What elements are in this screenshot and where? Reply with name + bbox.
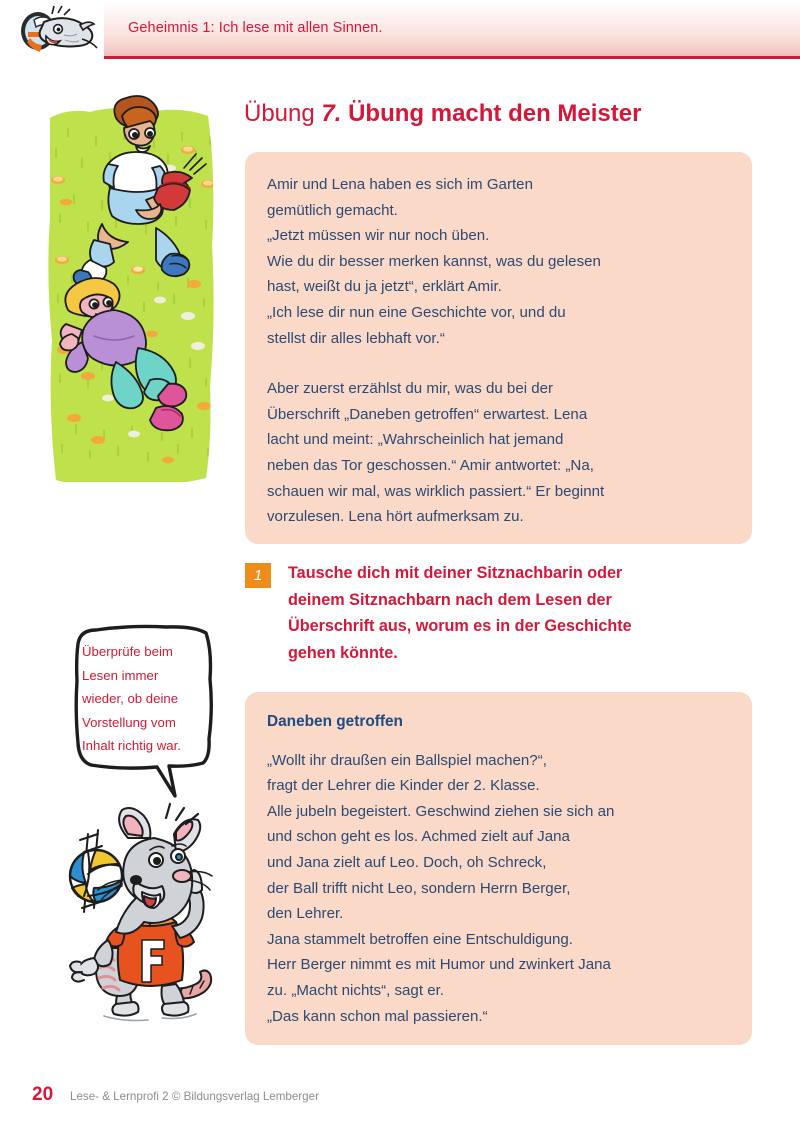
page-header xyxy=(0,0,800,62)
intro-line: vorzulesen. Lena hört aufmerksam zu. xyxy=(267,508,524,526)
copyright-credit: Lese- & Lernprofi 2 © Bildungsverlag Lemberger xyxy=(70,1090,319,1103)
intro-line: neben das Tor geschossen.“ Amir antwortet: „Na, xyxy=(267,456,594,474)
intro-paragraph-2 xyxy=(267,376,730,530)
story-textbox xyxy=(245,692,752,1045)
task-instruction-text xyxy=(288,560,755,666)
exercise-number: 7. xyxy=(321,100,342,127)
mouse-mascot-with-volleyball-illustration xyxy=(58,798,234,1026)
intro-line: Überschrift „Daneben getroffen“ erwartest. Lena xyxy=(267,405,588,423)
intro-line: „Ich lese dir nun eine Geschichte vor, und du xyxy=(267,303,566,321)
exercise-headline: Übung macht den Meister xyxy=(348,100,642,127)
tip-line: Lesen immer xyxy=(82,667,159,683)
tip-text xyxy=(82,640,206,758)
two-children-reading-in-meadow-illustration xyxy=(38,88,224,482)
story-body xyxy=(267,748,730,1030)
story-line: Alle jubeln begeistert. Geschwind ziehen sie sich an xyxy=(267,802,615,820)
intro-line: hast, weißt du ja jetzt“, erklärt Amir. xyxy=(267,278,502,296)
tip-line: wieder, ob deine xyxy=(82,691,179,706)
story-line: Jana stammelt betroffen eine Entschuldigung. xyxy=(267,930,573,948)
story-line: den Lehrer. xyxy=(267,905,344,923)
task-item-1 xyxy=(245,560,755,666)
tip-line: Überprüfe beim xyxy=(82,644,173,659)
story-line: zu. „Macht nichts“, sagt er. xyxy=(267,981,444,999)
tip-line: Inhalt richtig war. xyxy=(82,738,181,753)
story-line: „Das kann schon mal passieren.“ xyxy=(267,1007,488,1025)
intro-line: Wie du dir besser merken kannst, was du gelesen xyxy=(267,252,601,270)
intro-line: lacht und meint: „Wahrscheinlich hat jemand xyxy=(267,431,564,449)
task-line: deinem Sitznachbarn nach dem Lesen der xyxy=(288,590,612,609)
story-line: fragt der Lehrer die Kinder der 2. Klasse. xyxy=(267,777,540,795)
tip-speech-bubble xyxy=(66,624,218,799)
intro-paragraph-1 xyxy=(267,172,730,351)
story-line: der Ball trifft nicht Leo, sondern Herrn Berger, xyxy=(267,879,571,897)
intro-line: Aber zuerst erzählst du mir, was du bei der xyxy=(267,380,554,398)
intro-line: „Jetzt müssen wir nur noch üben. xyxy=(267,227,490,245)
story-heading: Daneben getroffen xyxy=(267,713,403,730)
intro-line: stellst dir alles lebhaft vor.“ xyxy=(267,329,445,347)
task-line: Überschrift aus, worum es in der Geschichte xyxy=(288,617,632,635)
intro-line: gemütlich gemacht. xyxy=(267,201,398,219)
intro-story-textbox xyxy=(245,152,752,544)
mouse-head-icon xyxy=(8,2,100,60)
page-title xyxy=(244,100,641,128)
story-line: „Wollt ihr draußen ein Ballspiel machen?“, xyxy=(267,751,547,769)
page-number: 20 xyxy=(32,1084,54,1105)
page-footer xyxy=(32,1084,772,1112)
header-title: Geheimnis 1: Ich lese mit allen Sinnen. xyxy=(128,20,383,36)
task-line: gehen könnte. xyxy=(288,643,398,662)
task-line: Tausche dich mit deiner Sitznachbarin oder xyxy=(288,564,623,582)
task-number-badge: 1 xyxy=(245,563,271,588)
header-red-rule xyxy=(104,56,800,59)
story-line: und schon geht es los. Achmed zielt auf Jana xyxy=(267,828,570,846)
exercise-label: Übung xyxy=(244,100,315,127)
tip-line: Vorstellung vom xyxy=(82,714,176,730)
story-line: und Jana zielt auf Leo. Doch, oh Schreck, xyxy=(267,853,547,871)
story-line: Herr Berger nimmt es mit Humor und zwinkert Jana xyxy=(267,956,611,974)
intro-line: schauen wir mal, was wirklich passiert.“ Er beginnt xyxy=(267,482,605,500)
intro-line: Amir und Lena haben es sich im Garten xyxy=(267,176,533,193)
